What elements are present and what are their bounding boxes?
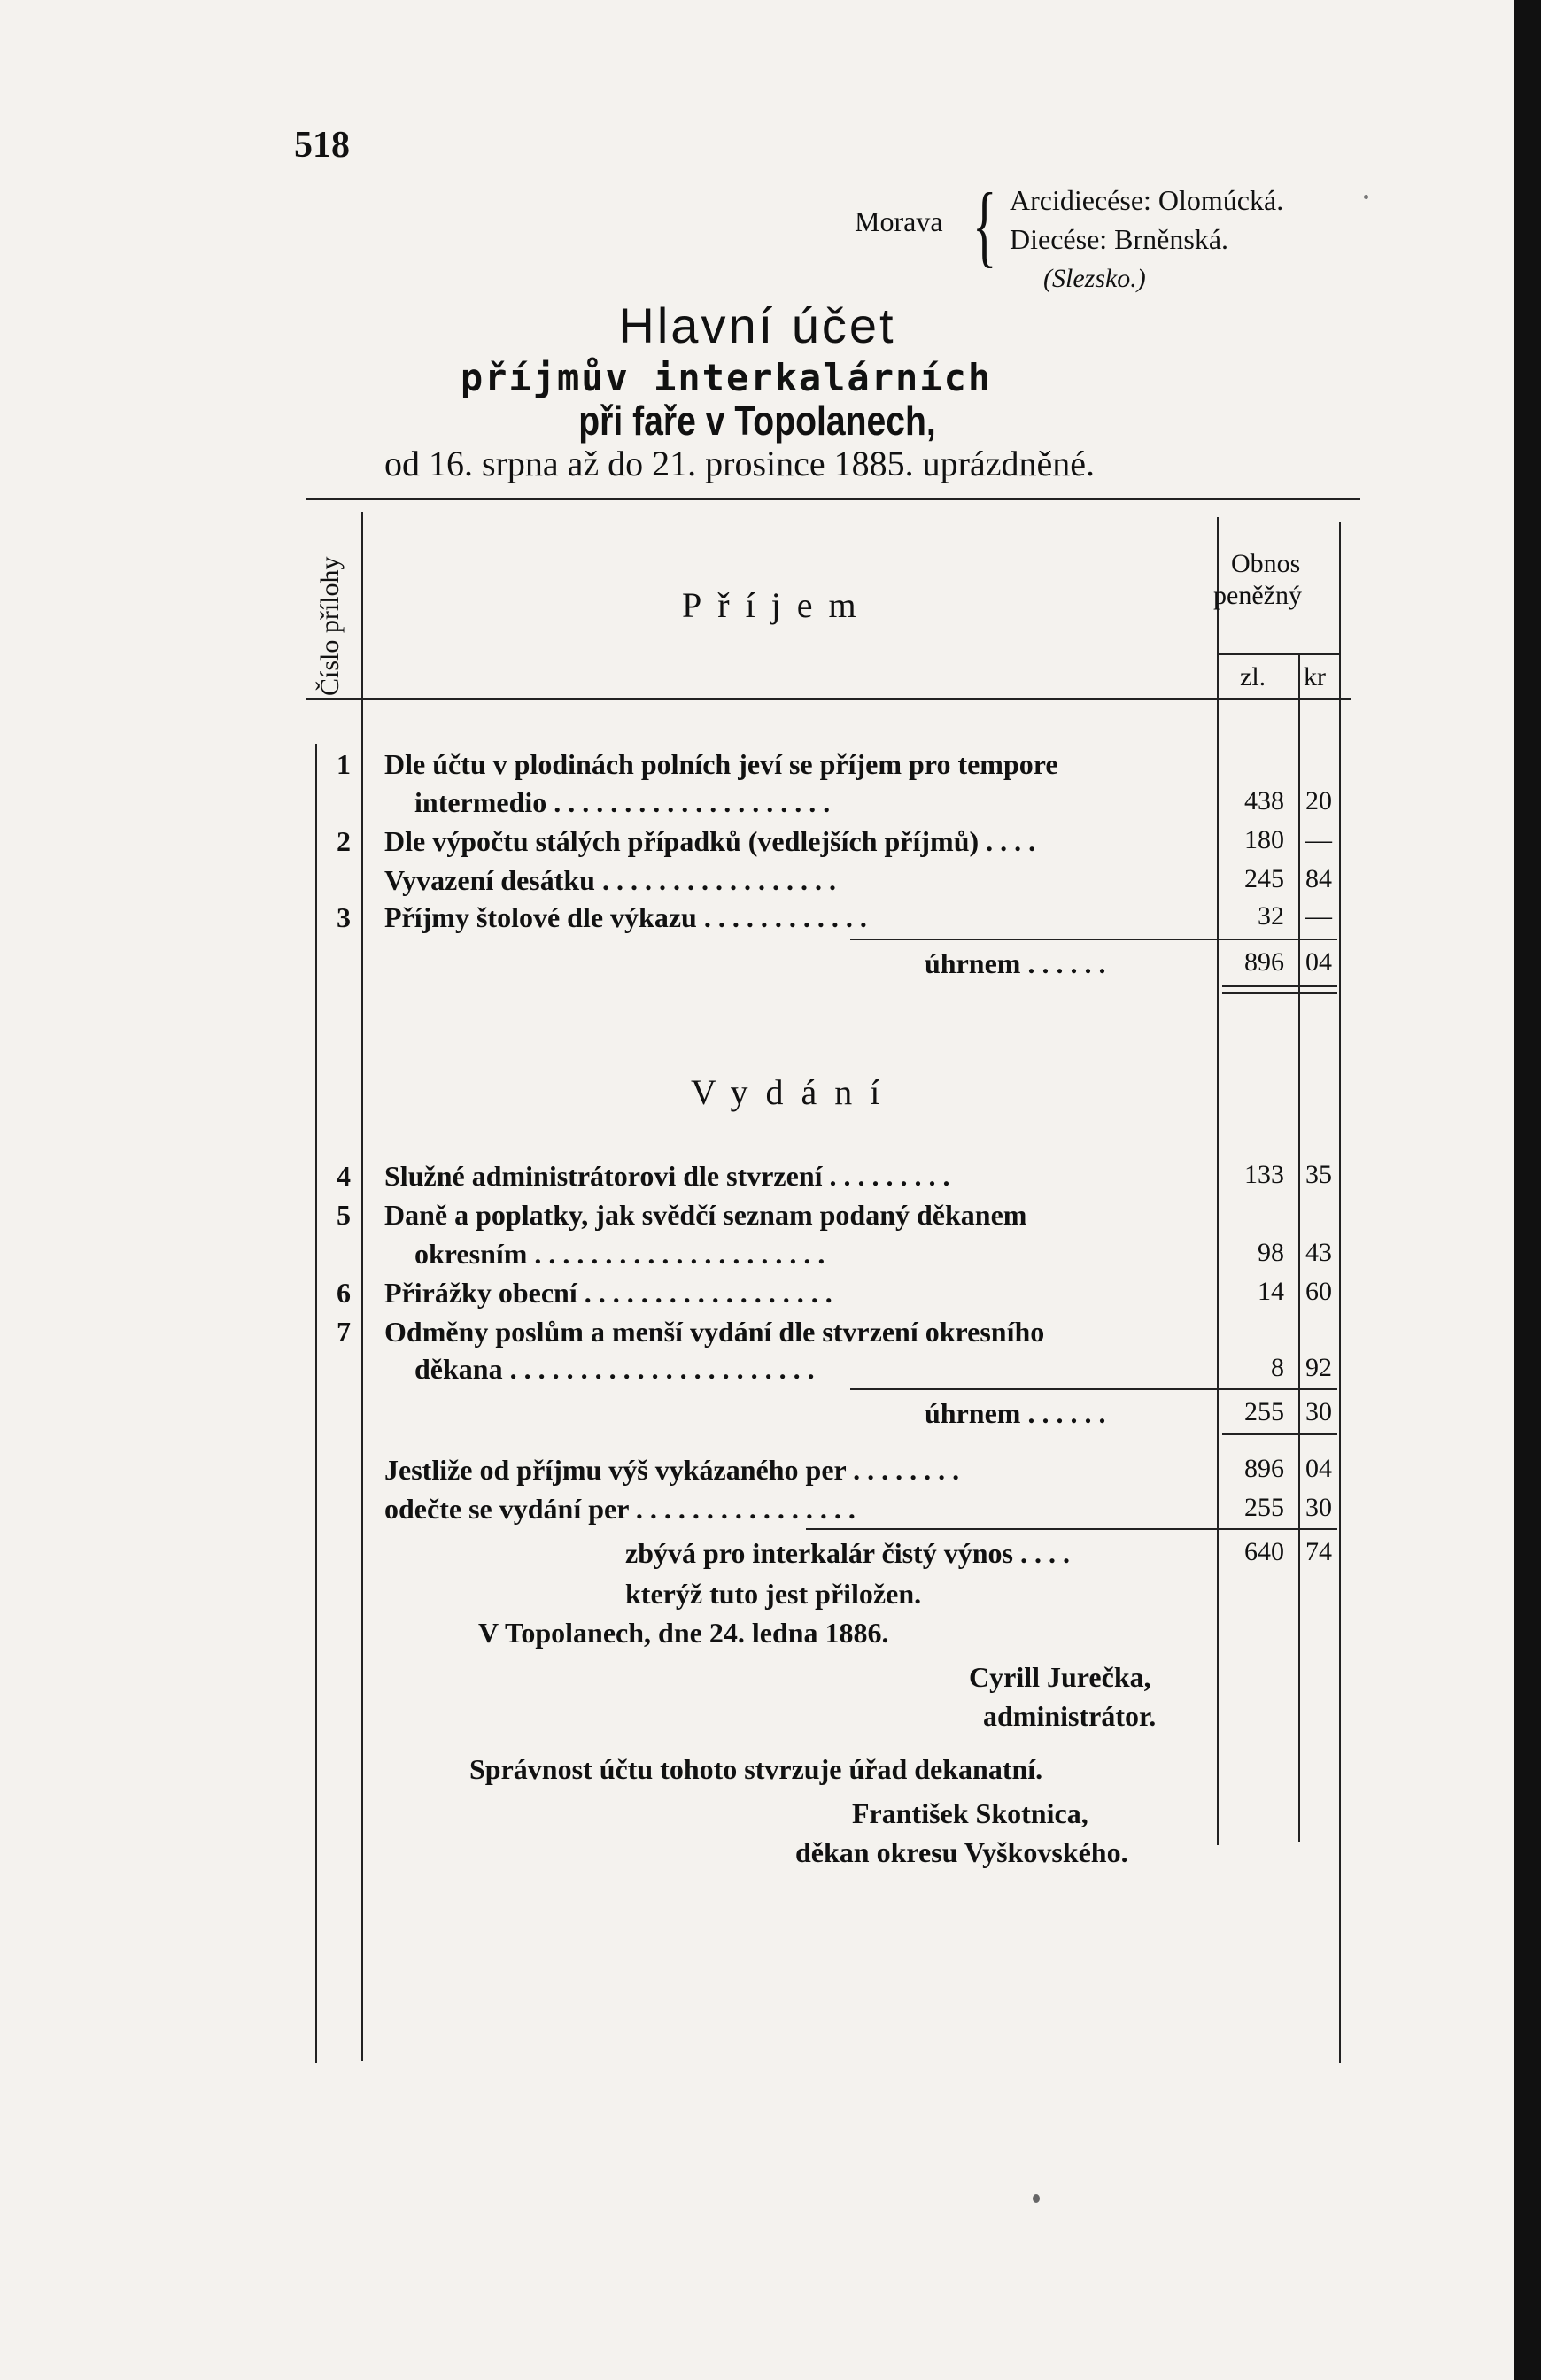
row-kr: 43 xyxy=(1305,1238,1332,1267)
balance-income-kr: 04 xyxy=(1305,1454,1332,1483)
balance-net-kr: 74 xyxy=(1305,1537,1332,1566)
left-edge-rule xyxy=(315,744,317,2063)
expense-total-label: úhrnem . . . . . . xyxy=(925,1397,1106,1429)
expense-total-kr: 30 xyxy=(1305,1397,1332,1426)
row-number: 2 xyxy=(337,825,351,857)
balance-net-zl: 640 xyxy=(1244,1537,1284,1566)
zl-column-rule-left xyxy=(1217,517,1219,1845)
row-kr: 84 xyxy=(1305,864,1332,893)
admin-name: Cyrill Jurečka, xyxy=(969,1661,1151,1693)
row-text: Přirážky obecní . . . . . . . . . . . . . . . . . . xyxy=(384,1277,832,1309)
amount-label-1: Obnos xyxy=(1231,549,1301,578)
row-text: Vyvazení desátku . . . . . . . . . . . . . . . . . xyxy=(384,864,836,896)
row-zl: 438 xyxy=(1244,786,1284,815)
row-number: 3 xyxy=(337,901,351,933)
amount-label-2: peněžný xyxy=(1213,581,1302,610)
row-kr: 60 xyxy=(1305,1277,1332,1306)
row-number: 6 xyxy=(337,1277,351,1309)
expense-double-rule xyxy=(1222,1433,1337,1435)
row-text: Dle výpočtu stálých případků (vedlejších příjmů) . . . . xyxy=(384,825,1036,857)
row-zl: 14 xyxy=(1258,1277,1284,1306)
page-number: 518 xyxy=(294,125,350,166)
row-text: okresním . . . . . . . . . . . . . . . . . . . . . xyxy=(414,1238,825,1270)
title-period: od 16. srpna až do 21. prosince 1885. uprázdněné. xyxy=(384,444,1095,483)
row-kr: — xyxy=(1305,901,1332,931)
balance-expense-zl: 255 xyxy=(1244,1493,1284,1522)
unit-rule xyxy=(1217,653,1341,655)
kr-column-rule-right xyxy=(1339,522,1341,2063)
header-bottom-rule xyxy=(306,698,1351,700)
income-sum-rule xyxy=(850,939,1337,940)
row-number: 4 xyxy=(337,1160,351,1192)
brace-icon: { xyxy=(972,174,997,276)
kr-column-rule xyxy=(1298,655,1300,1842)
dean-name: František Skotnica, xyxy=(852,1797,1088,1829)
header-diocese: Diecése: Brněnská. xyxy=(1010,223,1229,255)
row-kr: 92 xyxy=(1305,1353,1332,1382)
row-text: děkana . . . . . . . . . . . . . . . . . . . . . . xyxy=(414,1353,815,1385)
balance-rule xyxy=(806,1528,1337,1530)
row-kr: 20 xyxy=(1305,786,1332,815)
column-number-label: Číslo přílohy xyxy=(315,556,345,696)
row-text: Služné administrátorovi dle stvrzení . . . . . . . . . xyxy=(384,1160,950,1192)
place-date: V Topolanech, dne 24. ledna 1886. xyxy=(478,1617,889,1649)
row-number: 7 xyxy=(337,1316,351,1348)
header-region: (Slezsko.) xyxy=(1043,264,1146,293)
verification-text: Správnost účtu tohoto stvrzuje úřad dekanatní. xyxy=(469,1753,1043,1785)
zl-label: zl. xyxy=(1240,662,1266,692)
header-archdiocese: Arcidiecése: Olomúcká. xyxy=(1010,184,1284,216)
balance-income-zl: 896 xyxy=(1244,1454,1284,1483)
row-zl: 32 xyxy=(1258,901,1284,931)
dean-role: děkan okresu Vyškovského. xyxy=(795,1836,1128,1868)
income-total-label: úhrnem . . . . . . xyxy=(925,947,1106,979)
balance-expense-kr: 30 xyxy=(1305,1493,1332,1522)
balance-income-line: Jestliže od příjmu výš vykázaného per . . . . . . . . xyxy=(384,1454,960,1486)
row-number: 1 xyxy=(337,748,351,780)
title-main: Hlavní účet xyxy=(618,298,896,353)
row-text: Daně a poplatky, jak svědčí seznam podaný děkanem xyxy=(384,1199,1027,1231)
row-kr: 35 xyxy=(1305,1160,1332,1189)
expense-sum-rule xyxy=(850,1388,1337,1390)
scan-border xyxy=(1514,0,1541,2380)
expense-heading: Vydání xyxy=(691,1072,898,1112)
number-column-rule xyxy=(361,512,363,2061)
row-text: Odměny poslům a menší vydání dle stvrzení okresního xyxy=(384,1316,1045,1348)
header-country: Morava xyxy=(855,205,943,237)
row-text: intermedio . . . . . . . . . . . . . . . . . . . . xyxy=(414,786,831,818)
income-total-kr: 04 xyxy=(1305,947,1332,977)
balance-expense-line: odečte se vydání per . . . . . . . . . . . . . . . . xyxy=(384,1493,856,1525)
admin-role: administrátor. xyxy=(983,1700,1157,1732)
income-heading: Příjem xyxy=(682,585,872,625)
expense-total-zl: 255 xyxy=(1244,1397,1284,1426)
table-top-rule xyxy=(306,498,1360,500)
title-subtitle: příjmův interkalárních xyxy=(460,356,993,399)
row-zl: 98 xyxy=(1258,1238,1284,1267)
row-zl: 133 xyxy=(1244,1160,1284,1189)
balance-attached-line: kterýž tuto jest přiložen. xyxy=(625,1578,922,1610)
title-parish: při faře v Topolanech, xyxy=(578,398,936,444)
kr-label: kr xyxy=(1304,662,1326,692)
row-text: Příjmy štolové dle výkazu . . . . . . . . . . . . xyxy=(384,901,867,933)
row-zl: 180 xyxy=(1244,825,1284,854)
income-double-rule xyxy=(1222,985,1337,987)
scan-speck xyxy=(1364,195,1368,199)
income-total-zl: 896 xyxy=(1244,947,1284,977)
income-double-rule-2 xyxy=(1222,992,1337,994)
row-zl: 8 xyxy=(1271,1353,1284,1382)
row-text: Dle účtu v plodinách polních jeví se příjem pro tempore xyxy=(384,748,1058,780)
row-number: 5 xyxy=(337,1199,351,1231)
balance-net-line: zbývá pro interkalár čistý výnos . . . . xyxy=(625,1537,1070,1569)
scan-speck xyxy=(1033,2194,1040,2203)
row-zl: 245 xyxy=(1244,864,1284,893)
row-kr: — xyxy=(1305,825,1332,854)
